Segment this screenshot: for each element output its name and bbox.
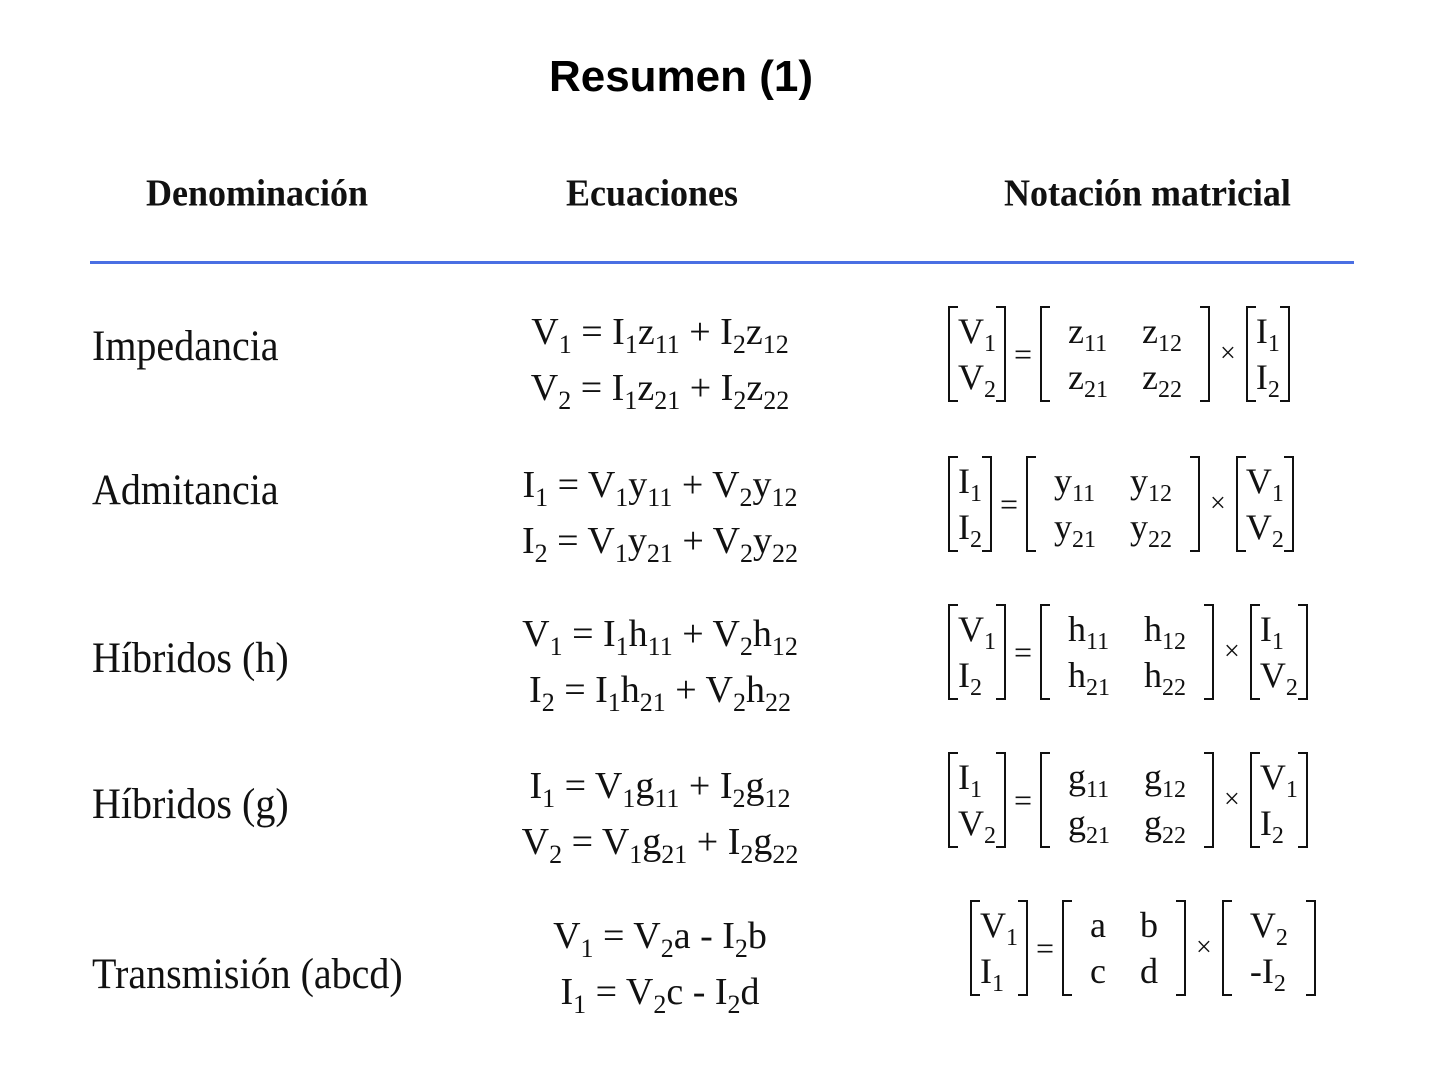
lhs-vector: $V_1$ $V_2$ bbox=[948, 306, 1006, 402]
matrix-hibridos-h bbox=[948, 604, 1308, 700]
row-name-hibridos-g: Híbridos (g) bbox=[92, 779, 289, 828]
equation-line-2: $V_2 = V_1g_{21} + I_2g_{22}$ bbox=[521, 821, 799, 869]
parameter-matrix: $z_{11}$ $z_{12}$ $z_{21}$ $z_{22}$ bbox=[1040, 306, 1210, 402]
equation-line-2: $I_2 = V_1y_{21} + V_2y_{22}$ bbox=[521, 520, 799, 568]
rhs-vector: $I_1$ $V_2$ bbox=[1250, 604, 1308, 700]
equation-line-1: $V_1 = V_2a - I_2b$ bbox=[553, 915, 767, 963]
matrix-transmision bbox=[970, 900, 1316, 996]
lhs-vector: $I_1$ $V_2$ bbox=[948, 752, 1006, 848]
equations-impedancia bbox=[460, 304, 860, 416]
times-sign: × bbox=[1210, 488, 1226, 519]
parameter-matrix: a b c d bbox=[1062, 900, 1186, 996]
lhs-vector: $V_1$ $I_2$ bbox=[948, 604, 1006, 700]
parameter-matrix: $y_{11}$ $y_{12}$ $y_{21}$ $y_{22}$ bbox=[1026, 456, 1200, 552]
equations-admitancia bbox=[460, 457, 860, 569]
header-notacion-matricial: Notación matricial bbox=[1004, 172, 1291, 214]
parameter-matrix: $g_{11}$ $g_{12}$ $g_{21}$ $g_{22}$ bbox=[1040, 752, 1214, 848]
equation-line-1: $I_1 = V_1g_{11} + I_2g_{12}$ bbox=[529, 765, 791, 813]
times-sign: × bbox=[1196, 932, 1212, 963]
rhs-vector: $I_1$ $I_2$ bbox=[1246, 306, 1290, 402]
page-title: Resumen (1) bbox=[548, 52, 814, 101]
row-name-admitancia: Admitancia bbox=[92, 465, 279, 514]
rhs-vector: $V_1$ $I_2$ bbox=[1250, 752, 1308, 848]
lhs-vector: $I_1$ $I_2$ bbox=[948, 456, 992, 552]
row-name-hibridos-h: Híbridos (h) bbox=[92, 633, 289, 682]
equation-line-1: $V_1 = I_1z_{11} + I_2z_{12}$ bbox=[531, 311, 789, 359]
matrix-hibridos-g bbox=[948, 752, 1308, 848]
parameter-matrix: $h_{11}$ $h_{12}$ $h_{21}$ $h_{22}$ bbox=[1040, 604, 1214, 700]
equation-line-2: $I_1 = V_2c - I_2d$ bbox=[560, 971, 760, 1019]
rhs-vector: $V_2$ $-I_2$ bbox=[1222, 900, 1316, 996]
equation-line-1: $V_1 = I_1h_{11} + V_2h_{12}$ bbox=[522, 613, 798, 661]
equals-sign: = bbox=[1014, 781, 1033, 818]
header-denominacion: Denominación bbox=[146, 172, 369, 214]
header-ecuaciones: Ecuaciones bbox=[566, 172, 739, 214]
lhs-vector: $V_1$ $I_1$ bbox=[970, 900, 1028, 996]
rhs-vector: $V_1$ $V_2$ bbox=[1236, 456, 1294, 552]
row-name-impedancia: Impedancia bbox=[92, 321, 279, 370]
equals-sign: = bbox=[1036, 929, 1055, 966]
header-divider bbox=[90, 261, 1354, 264]
equations-transmision bbox=[460, 908, 860, 1020]
equals-sign: = bbox=[1014, 633, 1033, 670]
times-sign: × bbox=[1224, 784, 1240, 815]
equations-hibridos-g bbox=[460, 758, 860, 870]
equation-line-2: $I_2 = I_1h_{21} + V_2h_{22}$ bbox=[529, 669, 791, 717]
equation-line-1: $I_1 = V_1y_{11} + V_2y_{12}$ bbox=[522, 464, 798, 512]
equation-line-2: $V_2 = I_1z_{21} + I_2z_{22}$ bbox=[530, 367, 790, 415]
equals-sign: = bbox=[1014, 335, 1033, 372]
equations-hibridos-h bbox=[460, 606, 860, 718]
equals-sign: = bbox=[1000, 485, 1019, 522]
row-name-transmision: Transmisión (abcd) bbox=[92, 949, 403, 998]
matrix-impedancia bbox=[948, 306, 1290, 402]
times-sign: × bbox=[1224, 636, 1240, 667]
matrix-admitancia bbox=[948, 456, 1294, 552]
times-sign: × bbox=[1220, 338, 1236, 369]
